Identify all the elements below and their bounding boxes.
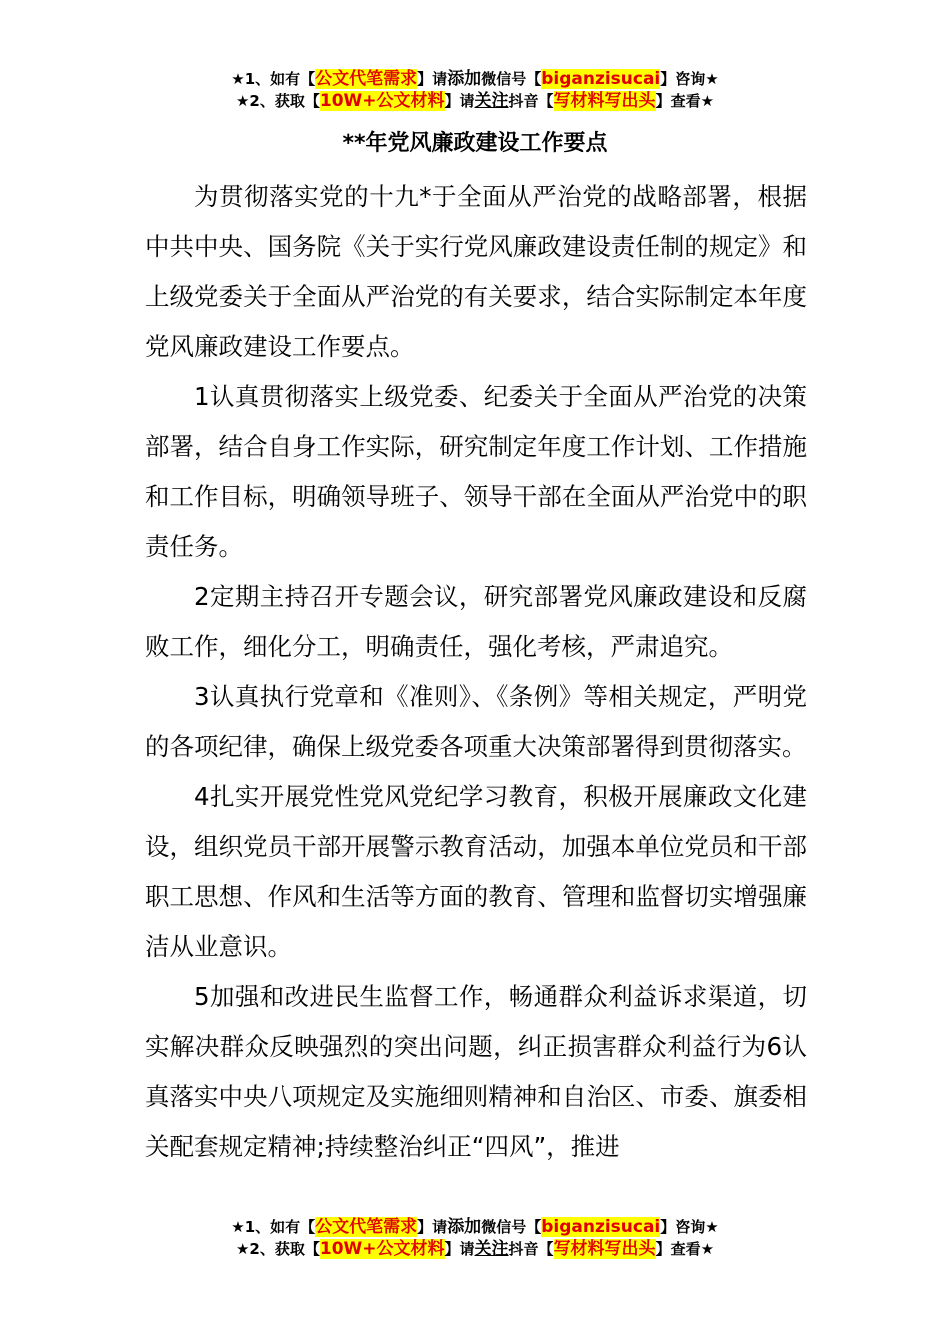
notice-text: ★2、获取【 xyxy=(235,92,320,110)
notice-line-1 xyxy=(0,1216,950,1238)
document-body xyxy=(145,172,807,1172)
notice-text: 】请 xyxy=(444,92,475,110)
notice-text: 】查看★ xyxy=(655,92,715,110)
notice-text: 】请 xyxy=(417,70,448,88)
footer-notice xyxy=(0,1216,950,1260)
notice-text: ★1、如有【 xyxy=(231,1218,316,1236)
notice-text: 微信号【 xyxy=(481,70,542,88)
highlight-wechat-id: biganzisucai xyxy=(541,69,661,89)
highlight-wechat-id: biganzisucai xyxy=(541,1217,661,1237)
highlight-service: 公文代笔需求 xyxy=(315,69,418,89)
highlight-douyin-account: 写材料写出头 xyxy=(553,1239,656,1259)
notice-text: 微信号【 xyxy=(481,1218,542,1236)
notice-emphasis: 添加 xyxy=(447,1217,482,1237)
notice-text: 抖音【 xyxy=(508,1240,554,1258)
notice-emphasis: 添加 xyxy=(447,69,482,89)
notice-text: 】咨询★ xyxy=(660,70,719,88)
paragraph-item-5: 5加强和改进民生监督工作，畅通群众利益诉求渠道，切实解决群众反映强烈的突出问题，纠正损害群众利益行为6认真落实中央八项规定及实施细则精神和自治区、市委、旗委相关配套规定精神;持续整治纠正“四风”，推进 xyxy=(145,982,807,1161)
highlight-materials: 10W+公文材料 xyxy=(319,1239,445,1259)
paragraph-item-4: 4扎实开展党性党风党纪学习教育，积极开展廉政文化建设，组织党员干部开展警示教育活动，加强本单位党员和干部职工思想、作风和生活等方面的教育、管理和监督切实增强廉洁从业意识。 xyxy=(145,782,807,961)
highlight-douyin-account: 写材料写出头 xyxy=(553,91,656,111)
notice-line-2 xyxy=(0,90,950,112)
notice-text: 】请 xyxy=(444,1240,475,1258)
notice-emphasis: 关注 xyxy=(474,91,509,111)
notice-text: ★1、如有【 xyxy=(231,70,316,88)
notice-line-1 xyxy=(0,68,950,90)
notice-text: 】请 xyxy=(417,1218,448,1236)
document-title: **年党风廉政建设工作要点 xyxy=(342,131,608,156)
notice-emphasis: 关注 xyxy=(474,1239,509,1259)
highlight-service: 公文代笔需求 xyxy=(315,1217,418,1237)
notice-line-2 xyxy=(0,1238,950,1260)
intro-paragraph: 为贯彻落实党的十九*于全面从严治党的战略部署，根据中共中央、国务院《关于实行党风廉政建设责任制的规定》和上级党委关于全面从严治党的有关要求，结合实际制定本年度党风廉政建设工作要点。 xyxy=(145,182,807,361)
paragraph-item-3: 3认真执行党章和《准则》、《条例》等相关规定，严明党的各项纪律，确保上级党委各项重大决策部署得到贯彻落实。 xyxy=(145,682,807,761)
notice-text: 】咨询★ xyxy=(660,1218,719,1236)
notice-text: ★2、获取【 xyxy=(235,1240,320,1258)
notice-text: 】查看★ xyxy=(655,1240,715,1258)
paragraph-item-2: 2定期主持召开专题会议，研究部署党风廉政建设和反腐败工作，细化分工，明确责任，强化考核，严肃追究。 xyxy=(145,582,807,661)
header-notice xyxy=(0,68,950,112)
paragraph-item-1: 1认真贯彻落实上级党委、纪委关于全面从严治党的决策部署，结合自身工作实际，研究制定年度工作计划、工作措施和工作目标，明确领导班子、领导干部在全面从严治党中的职责任务。 xyxy=(145,382,807,561)
highlight-materials: 10W+公文材料 xyxy=(319,91,445,111)
notice-text: 抖音【 xyxy=(508,92,554,110)
